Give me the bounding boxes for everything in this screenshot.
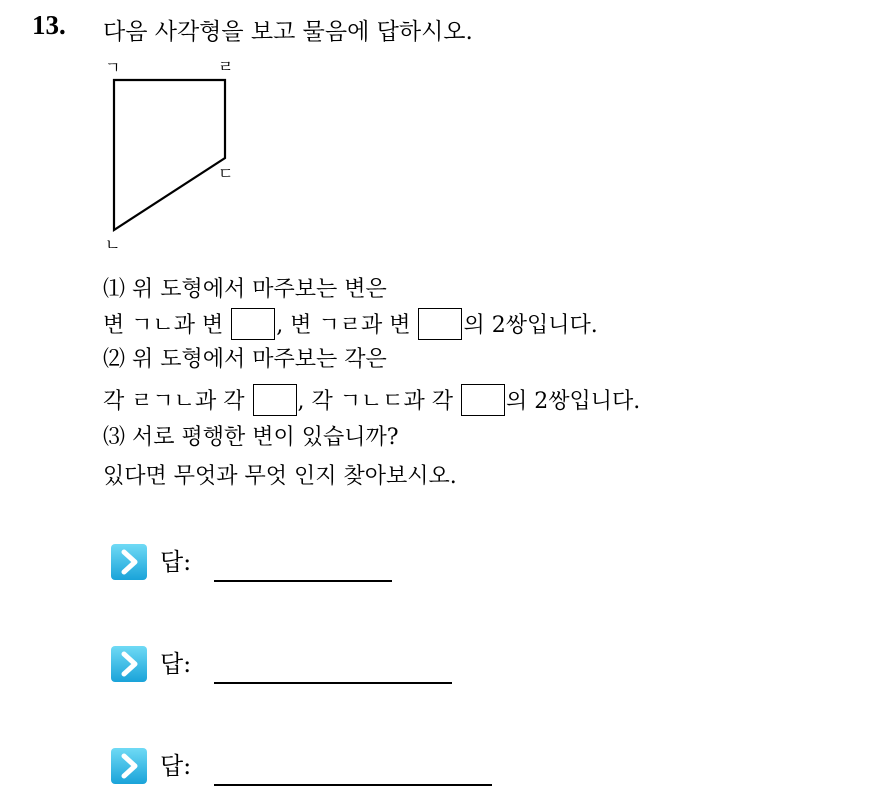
vertex-label-giyeok: ㄱ <box>105 58 121 77</box>
chevron-right-icon <box>110 543 148 581</box>
part2-blank-1[interactable] <box>253 384 297 416</box>
part1-text-b: , 변 ㄱㄹ과 변 <box>276 313 411 338</box>
part3-instruction: 있다면 무엇과 무엇 인지 찾아보시오. <box>103 464 457 489</box>
part2-text-c: 의 2쌍입니다. <box>506 389 641 414</box>
quadrilateral-shape <box>114 80 225 230</box>
chevron-right-icon <box>110 747 148 785</box>
question-title: 다음 사각형을 보고 물음에 답하시오. <box>103 19 473 45</box>
part1-blank-1[interactable] <box>231 308 275 340</box>
answer-line-2[interactable] <box>214 682 452 684</box>
answer-line-1[interactable] <box>214 580 392 582</box>
answer-label: 답: <box>160 548 192 576</box>
part2-statement <box>103 385 640 419</box>
part2-blank-2[interactable] <box>461 384 505 416</box>
vertex-label-rieul: ㄹ <box>218 57 234 76</box>
question-number: 13. <box>32 10 66 40</box>
part1-text-a: 변 ㄱㄴ과 변 <box>103 313 224 338</box>
part1-blank-2[interactable] <box>418 308 462 340</box>
part2-text-b: , 각 ㄱㄴㄷ과 각 <box>297 389 453 414</box>
answer-label: 답: <box>160 752 192 780</box>
vertex-label-digeut: ㄷ <box>218 164 234 183</box>
part3-question: ⑶ 서로 평행한 변이 있습니까? <box>103 425 399 450</box>
part1-question: ⑴ 위 도형에서 마주보는 변은 <box>103 277 387 302</box>
vertex-label-nieun: ㄴ <box>105 235 121 254</box>
part2-question: ⑵ 위 도형에서 마주보는 각은 <box>103 347 387 372</box>
quadrilateral-figure <box>100 55 260 255</box>
chevron-right-icon <box>110 645 148 683</box>
part1-statement <box>103 309 598 343</box>
part2-text-a: 각 ㄹㄱㄴ과 각 <box>103 389 245 414</box>
answer-label: 답: <box>160 650 192 678</box>
part1-text-c: 의 2쌍입니다. <box>463 313 598 338</box>
answer-line-3[interactable] <box>214 784 492 786</box>
